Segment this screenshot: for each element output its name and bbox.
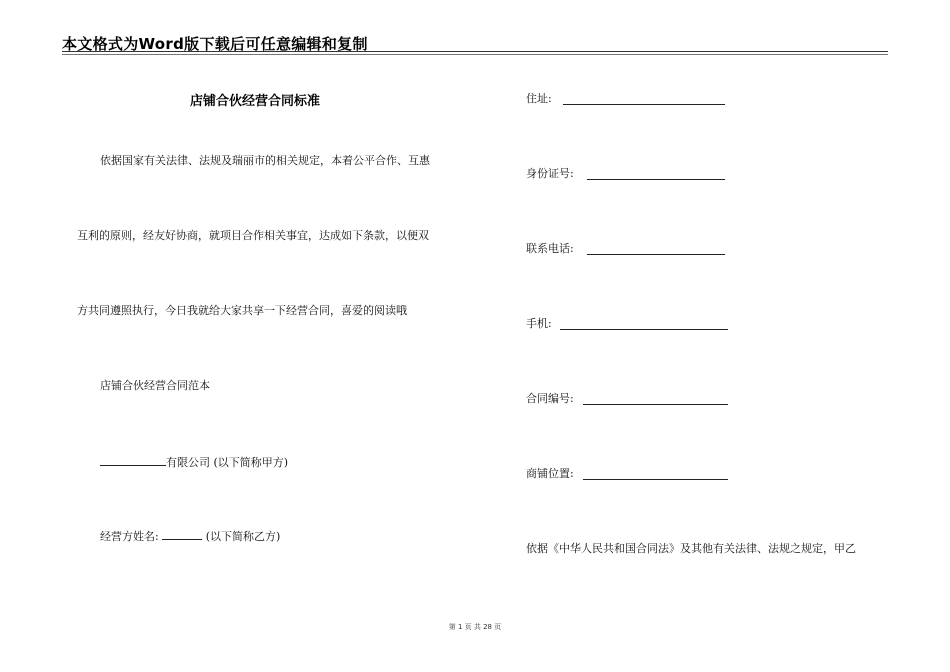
closing-line: 依据《中华人民共和国合同法》及其他有关法律、法规之规定，甲乙	[526, 542, 856, 555]
contract-number-label: 合同编号:	[526, 392, 574, 405]
party-b-line	[100, 528, 280, 544]
phone-label: 联系电话:	[526, 242, 574, 255]
shop-location-label: 商铺位置:	[526, 467, 574, 480]
party-a-suffix: 有限公司 (以下简称甲方)	[166, 456, 289, 469]
address-label: 住址:	[526, 92, 552, 105]
mobile-label: 手机:	[526, 317, 552, 330]
contract-number-field[interactable]	[583, 404, 728, 405]
page-number: 第 1 页 共 28 页	[448, 623, 502, 631]
document-header-title: 本文格式为Word版下载后可任意编辑和复制	[62, 35, 368, 53]
id-number-field[interactable]	[587, 179, 725, 180]
address-field[interactable]	[563, 104, 725, 105]
intro-line-3: 方共同遵照执行，今日我就给大家共享一下经营合同，喜爱的阅读哦	[77, 304, 407, 317]
sample-title: 店铺合伙经营合同范本	[100, 379, 210, 392]
intro-line-2: 互利的原则，经友好协商，就项目合作相关事宜，达成如下条款，以便双	[77, 229, 429, 242]
party-a-line	[100, 454, 288, 470]
id-number-label: 身份证号:	[526, 167, 574, 180]
header-divider-secondary	[62, 54, 888, 55]
phone-field[interactable]	[587, 254, 725, 255]
shop-location-field[interactable]	[583, 479, 728, 480]
header-divider	[62, 51, 888, 52]
party-b-blank[interactable]	[162, 528, 202, 540]
intro-line-1: 依据国家有关法律、法规及瑞丽市的相关规定，本着公平合作、互惠	[100, 154, 430, 167]
document-title: 店铺合伙经营合同标准	[190, 94, 321, 109]
party-b-label: 经营方姓名:	[100, 530, 159, 543]
party-b-suffix: (以下简称乙方)	[205, 530, 281, 543]
party-a-blank[interactable]	[100, 454, 166, 466]
mobile-field[interactable]	[560, 329, 728, 330]
